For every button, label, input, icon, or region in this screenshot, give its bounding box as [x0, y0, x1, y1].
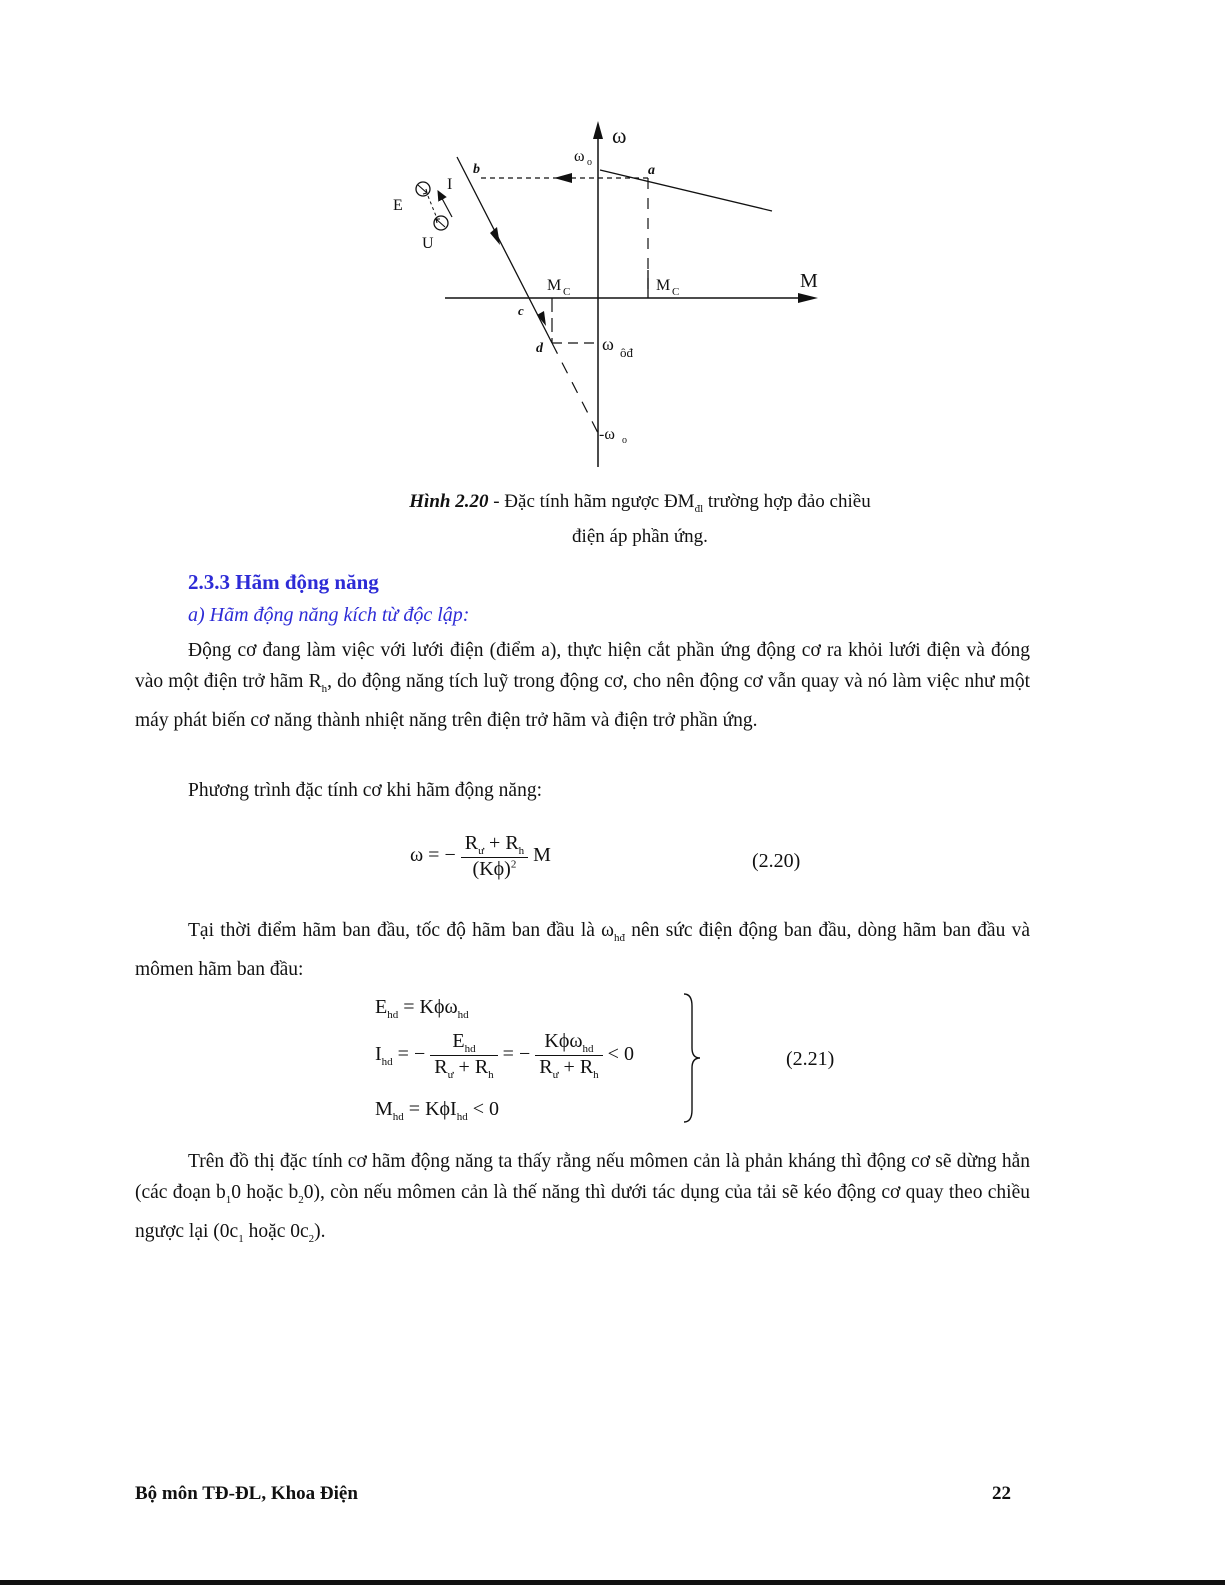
footer-department: Bộ môn TĐ-ĐL, Khoa Điện	[135, 1483, 358, 1504]
m-axis-arrow	[798, 293, 818, 303]
eq220-den: (Kϕ)	[472, 858, 511, 880]
caption-prefix: Hình 2.20	[409, 491, 489, 512]
eq221-den1: R	[434, 1056, 448, 1078]
figure-caption	[300, 488, 980, 550]
eq220-lhs: ω = −	[410, 844, 456, 867]
eq221-den1-b: + R	[453, 1056, 489, 1078]
paragraph-3	[135, 915, 1030, 985]
omega-axis-arrow	[593, 121, 603, 139]
eq221-den2-sub2: h	[593, 1069, 599, 1081]
u-label: U	[422, 235, 434, 252]
eq221-l1-sub2: hd	[457, 1009, 469, 1021]
eq220-num-plus: + R	[484, 832, 519, 854]
mc-left-sub: C	[563, 286, 571, 298]
p4-sub2: 2	[298, 1193, 304, 1206]
mc-left-label: M	[547, 277, 562, 294]
eq221-frac2	[535, 1030, 602, 1081]
paragraph-1	[135, 635, 1030, 736]
equation-2-20	[410, 832, 551, 881]
e-label: E	[393, 197, 403, 214]
eq221-den2-b: + R	[558, 1056, 594, 1078]
eq221-line3	[375, 1098, 499, 1123]
p4-text-e: ).	[314, 1220, 326, 1242]
e-circle-arrow-icon	[418, 185, 427, 194]
caption-text-a: - Đặc tính hãm ngược ĐM	[488, 491, 695, 512]
p4-sub4: 2	[308, 1232, 315, 1245]
current-arrow-line	[438, 191, 452, 217]
eq220-rhs: M	[533, 844, 551, 867]
eq221-num2-sub: hd	[582, 1043, 594, 1055]
eq221-l1-b: = Kϕω	[398, 996, 458, 1018]
p1-sub: h	[321, 682, 328, 695]
braking-arrow-1	[490, 227, 500, 245]
neg-omega-o-label: -ω	[599, 426, 615, 443]
eq221-l3-b: = KϕI	[403, 1098, 457, 1120]
e-u-connector	[428, 196, 436, 216]
p4-sub3: 1	[238, 1232, 244, 1245]
arrow-a-to-b	[554, 173, 572, 183]
figure-2-20-diagram	[380, 115, 840, 475]
u-circle-arrow-icon	[436, 219, 445, 227]
section-subtitle: a) Hãm động năng kích từ độc lập:	[188, 604, 470, 626]
p4-text-c: 0), còn nếu mômen cản là thế năng thì dưới tác dụng của tải sẽ kéo động cơ quay theo chiều ngược lại (0c	[135, 1182, 1030, 1242]
point-c-label: c	[518, 303, 524, 318]
eq221-l3-tail: < 0	[467, 1098, 499, 1120]
eq220-num-r1-sub: ư	[478, 845, 485, 857]
eq221-den2-sub: ư	[552, 1069, 559, 1081]
caption-text-b: trường hợp đảo chiều	[703, 491, 871, 512]
eq221-num1: E	[452, 1030, 465, 1052]
eq221-brace	[680, 992, 704, 1124]
p3-text-a: Tại thời điểm hãm ban đầu, tốc độ hãm ban đầu là ω	[188, 920, 614, 941]
dashed-continuation	[552, 343, 598, 433]
omega-o-label: ω	[574, 148, 585, 165]
p4-text-d: hoặc 0c	[243, 1220, 309, 1242]
eq221-l2-sub: hd	[381, 1056, 393, 1069]
eq220-fraction	[461, 832, 528, 881]
point-b-label: b	[473, 162, 480, 177]
p1-text-b: , do động năng tích luỹ trong động cơ, cho nên động cơ vẫn quay và nó làm việc như một máy phát biến cơ năng thành nhiệt năng trên điện trở hãm và điện trở phần ứng.	[135, 671, 1030, 731]
p4-text-b: 0 hoặc b	[231, 1182, 299, 1203]
i-label: I	[447, 176, 453, 193]
eq221-line1	[375, 996, 469, 1021]
eq221-number: (2.21)	[786, 1048, 835, 1070]
eq221-den1-sub2: h	[488, 1069, 494, 1081]
omega-axis-label: ω	[612, 123, 627, 148]
eq221-den1-sub: ư	[447, 1069, 454, 1081]
eq221-l1-a: E	[375, 996, 388, 1018]
p4-sub1: 1	[225, 1193, 232, 1206]
eq221-l2-eq: = −	[392, 1043, 426, 1066]
eq221-l2-a: I	[375, 1043, 382, 1066]
eq221-l1-sub: hd	[387, 1009, 399, 1021]
caption-line2: điện áp phần ứng.	[572, 525, 708, 547]
p1-text-a: Động cơ đang làm việc với lưới điện (điểm a), thực hiện cắt phần ứng động cơ ra khỏi lưới điện và đóng vào một điện trở hãm R	[135, 640, 1030, 692]
eq220-num-r2-sub: h	[518, 845, 525, 857]
eq221-l2-eq2: = −	[502, 1043, 531, 1066]
m-axis-label: M	[800, 270, 818, 292]
omega-od-label: ω	[602, 334, 614, 354]
mc-right-sub: C	[672, 286, 680, 298]
eq220-den-sup: 2	[510, 858, 517, 871]
p3-text-b: nên sức điện động ban đầu, dòng hãm ban đầu và mômen hãm ban đầu:	[135, 920, 1030, 980]
eq221-line2	[375, 1030, 634, 1081]
caption-sub: đl	[694, 502, 704, 515]
bottom-border	[0, 1580, 1225, 1585]
eq221-num1-sub: hd	[464, 1043, 476, 1055]
eq220-number: (2.20)	[752, 850, 801, 872]
paragraph-2	[135, 775, 1030, 806]
eq221-den2: R	[539, 1056, 553, 1078]
eq221-l2-tail: < 0	[607, 1043, 634, 1066]
section-title: 2.3.3 Hãm động năng	[188, 570, 379, 594]
eq220-num-r1: R	[464, 832, 479, 854]
eq221-l3-a: M	[375, 1098, 393, 1120]
p2-text: Phương trình đặc tính cơ khi hãm động năng:	[188, 780, 542, 801]
omega-o-sub: o	[587, 157, 592, 168]
p4-text-a: Trên đồ thị đặc tính cơ hãm động năng ta thấy rằng nếu mômen cản là phản kháng thì động cơ sẽ dừng hẳn (các đoạn b	[135, 1151, 1030, 1203]
omega-od-sub: ôđ	[620, 345, 633, 360]
mc-right-label: M	[656, 277, 671, 294]
paragraph-4	[135, 1146, 1030, 1255]
point-d-label: d	[536, 341, 543, 356]
p3-sub: hđ	[614, 931, 625, 944]
characteristic-line-a	[600, 170, 772, 211]
point-a-label: a	[648, 163, 655, 178]
eq221-frac1	[430, 1030, 497, 1081]
eq221-l3-sub2: hd	[456, 1111, 468, 1123]
page-number: 22	[992, 1483, 1011, 1504]
eq221-num2: Kϕω	[544, 1030, 583, 1052]
neg-omega-o-sub: o	[622, 435, 627, 446]
eq221-l3-sub: hd	[392, 1111, 404, 1123]
